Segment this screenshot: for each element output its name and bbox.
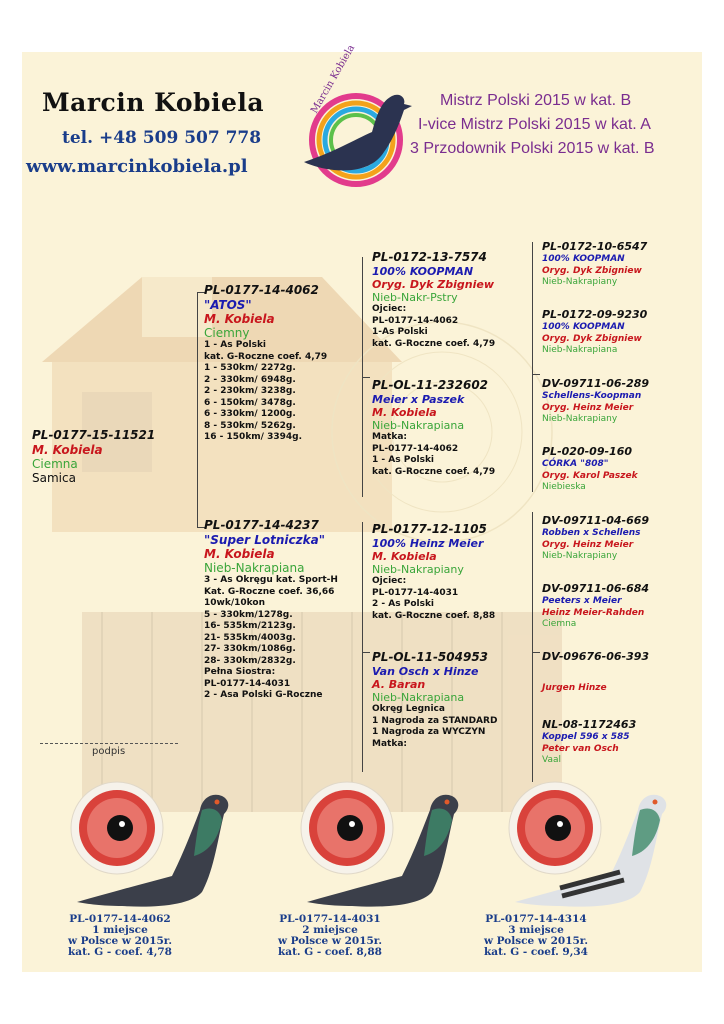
ff-color: Nieb-Nakr-Pstry: [372, 291, 458, 304]
father-note: 1 - As Polski: [204, 340, 267, 350]
fm-ring: PL-OL-11-232602: [372, 378, 489, 392]
mf-note: 2 - As Polski: [372, 599, 435, 609]
fm-breeder: M. Kobiela: [372, 406, 437, 419]
ggp-breeder: Oryg. Heinz Meier: [542, 539, 634, 550]
ff-breeder: Oryg. Dyk Zbigniew: [372, 278, 494, 291]
connector-line: [197, 292, 198, 527]
father-card: [204, 283, 327, 444]
granddam-paternal-card: [372, 378, 495, 478]
father-note: 6 - 150km/ 3478g.: [204, 397, 296, 408]
mother-color: Nieb-Nakrapiana: [204, 561, 305, 575]
ggp-breeder: Jurgen Hinze: [542, 683, 607, 693]
title-line-1: Mistrz Polski 2015 w kat. B: [440, 92, 632, 109]
ggp-color: Niebieska: [542, 482, 586, 492]
connector-line: [532, 652, 540, 653]
ggp-card-2: [542, 308, 647, 357]
ggp-breeder: Peter van Osch: [542, 743, 619, 754]
mother-note: 16- 535km/2123g.: [204, 621, 296, 631]
ggp-ring: DV-09711-04-669: [542, 514, 650, 527]
ggp-card-7: [542, 650, 649, 695]
ggp-card-8: [542, 718, 636, 767]
ggp-ring: DV-09711-06-684: [542, 582, 650, 595]
fm-note: Matka:: [372, 432, 407, 442]
ggp-card-5: [542, 514, 649, 563]
mother-note: 5 - 330km/1278g.: [204, 609, 293, 620]
ggp-ring: NL-08-1172463: [542, 718, 637, 731]
caption-ring: PL-0177-14-4062: [69, 913, 171, 925]
grandsire-paternal-card: [372, 250, 495, 350]
mother-note: 3 - As Okręgu kat. Sport-H: [204, 575, 338, 585]
caption-ring: PL-0177-14-4314: [485, 913, 587, 925]
ff-note: kat. G-Roczne coef. 4,79: [372, 338, 496, 349]
father-note: 6 - 330km/ 1200g.: [204, 409, 296, 419]
mother-note: 2 - Asa Polski G-Roczne: [204, 690, 323, 700]
pigeon-photo-3: [500, 780, 680, 910]
breeder-name: Marcin Kobiela: [42, 88, 265, 117]
bird-card: [32, 428, 155, 485]
title-line-3: 3 Przodownik Polski 2015 w kat. B: [410, 140, 655, 157]
pedigree-sheet: [22, 43, 702, 972]
ggp-card-4: [542, 445, 638, 494]
mm-breeder: A. Baran: [372, 678, 426, 691]
website-link[interactable]: www.marcinkobiela.pl: [26, 156, 248, 177]
bird-ring: PL-0177-15-11521: [32, 428, 156, 442]
ggp-ring: DV-09676-06-393: [542, 650, 650, 663]
ggp-breeder: Oryg. Dyk Zbigniew: [542, 265, 642, 276]
ggp-name: CÓRKA "808": [542, 459, 609, 469]
ggp-ring: PL-020-09-160: [542, 445, 632, 458]
caption-place: 2 miejsce: [302, 924, 358, 936]
mother-breeder: M. Kobiela: [204, 547, 275, 561]
fm-note: PL-0177-14-4062: [372, 443, 459, 454]
bird-color: Ciemna: [32, 457, 78, 471]
caption-category: kat. G - coef. 8,88: [278, 946, 382, 958]
fm-note: kat. G-Roczne coef. 4,79: [372, 466, 496, 477]
mf-ring: PL-0177-12-1105: [372, 522, 487, 536]
mf-name: 100% Heinz Meier: [372, 537, 484, 550]
caption-place: 1 miejsce: [92, 924, 148, 936]
photo-caption-3: [466, 914, 606, 958]
mother-ring: PL-0177-14-4237: [204, 518, 319, 532]
title-line-2: I-vice Mistrz Polski 2015 w kat. A: [418, 116, 651, 133]
ggp-color: Nieb-Nakrapiany: [542, 414, 618, 424]
mother-card: [204, 518, 338, 702]
bird-breeder: M. Kobiela: [32, 443, 103, 457]
grandsire-maternal-card: [372, 522, 495, 622]
ggp-name: Schellens-Koopman: [542, 391, 642, 401]
pigeon-photo-1: [62, 780, 242, 910]
connector-line: [362, 652, 370, 653]
ggp-ring: DV-09711-06-289: [542, 377, 650, 390]
caption-category: kat. G - coef. 9,34: [484, 946, 588, 958]
father-note: 2 - 230km/ 3238g.: [204, 386, 296, 396]
mother-note: Kat. G-Roczne coef. 36,66: [204, 586, 335, 597]
bird-sex: Samica: [32, 471, 76, 485]
fm-name: Meier x Paszek: [372, 393, 465, 406]
phone-number[interactable]: tel. +48 509 507 778: [62, 128, 262, 148]
ff-name: 100% KOOPMAN: [372, 265, 474, 278]
mf-breeder: M. Kobiela: [372, 550, 437, 563]
ggp-card-3: [542, 377, 649, 426]
pigeon-photo-2: [292, 780, 472, 910]
signature-label: podpis: [92, 746, 126, 757]
ggp-color: Nieb-Nakrapiana: [542, 345, 618, 355]
mf-color: Nieb-Nakrapiany: [372, 563, 464, 576]
mm-note: Okręg Legnica: [372, 704, 445, 714]
ggp-name: Peeters x Meier: [542, 596, 622, 606]
ff-ring: PL-0172-13-7574: [372, 250, 487, 264]
father-note: 1 - 530km/ 2272g.: [204, 363, 296, 373]
ggp-ring: PL-0172-09-9230: [542, 308, 648, 321]
ggp-color: Nieb-Nakrapiany: [542, 277, 618, 287]
ggp-color: Ciemna: [542, 619, 577, 629]
father-name: "ATOS": [204, 298, 252, 312]
caption-where: w Polsce w 2015r.: [67, 935, 173, 947]
caption-where: w Polsce w 2015r.: [483, 935, 589, 947]
father-note: 2 - 330km/ 6948g.: [204, 374, 296, 385]
mm-note: 1 Nagroda za STANDARD: [372, 715, 498, 726]
granddam-maternal-card: [372, 650, 497, 750]
mf-note: PL-0177-14-4031: [372, 587, 459, 598]
ff-note: PL-0177-14-4062: [372, 315, 459, 326]
connector-line: [362, 522, 363, 772]
ggp-breeder: Oryg. Heinz Meier: [542, 402, 634, 413]
mm-color: Nieb-Nakrapiana: [372, 691, 465, 704]
ggp-name: 100% KOOPMAN: [542, 322, 625, 332]
signature-line: [40, 743, 178, 744]
father-note: 16 - 150km/ 3394g.: [204, 432, 303, 442]
father-breeder: M. Kobiela: [204, 312, 275, 326]
logo-text: Marcin Kobiela: [309, 43, 358, 116]
mother-note: Pełna Siostra:: [204, 667, 276, 677]
father-note: kat. G-Roczne coef. 4,79: [204, 351, 328, 362]
father-color: Ciemny: [204, 326, 250, 340]
mm-note: Matka:: [372, 738, 407, 749]
ggp-name: 100% KOOPMAN: [542, 254, 625, 264]
fm-color: Nieb-Nakrapiana: [372, 419, 465, 432]
mother-name: "Super Lotniczka": [204, 533, 325, 547]
ggp-ring: PL-0172-10-6547: [542, 240, 648, 253]
ggp-card-6: [542, 582, 649, 631]
mm-name: Van Osch x Hinze: [372, 665, 479, 678]
mother-note: 28- 330km/2832g.: [204, 655, 296, 666]
mother-note: 10wk/10kon: [204, 598, 265, 608]
ggp-card-1: [542, 240, 647, 289]
ff-note: 1-As Polski: [372, 327, 428, 337]
ggp-color: Vaal: [542, 755, 561, 765]
connector-line: [532, 374, 540, 375]
photo-caption-1: [50, 914, 190, 958]
caption-category: kat. G - coef. 4,78: [68, 946, 172, 958]
mother-note: PL-0177-14-4031: [204, 678, 291, 689]
caption-place: 3 miejsce: [508, 924, 564, 936]
caption-where: w Polsce w 2015r.: [277, 935, 383, 947]
mother-note: 21- 535km/4003g.: [204, 632, 296, 643]
mm-ring: PL-OL-11-504953: [372, 650, 489, 664]
connector-line: [532, 242, 533, 492]
mf-note: kat. G-Roczne coef. 8,88: [372, 610, 496, 621]
ggp-color: Nieb-Nakrapiany: [542, 551, 618, 561]
photo-caption-2: [260, 914, 400, 958]
ff-note: Ojciec:: [372, 304, 407, 314]
ggp-breeder: Oryg. Dyk Zbigniew: [542, 333, 642, 344]
fm-note: 1 - As Polski: [372, 455, 435, 465]
pigeon-logo-icon: [294, 43, 424, 190]
mother-note: 27- 330km/1086g.: [204, 644, 296, 654]
connector-line: [532, 512, 533, 782]
connector-line: [362, 377, 370, 378]
ggp-name: Koppel 596 x 585: [542, 732, 630, 742]
ggp-breeder: Oryg. Karol Paszek: [542, 470, 638, 481]
father-note: 8 - 530km/ 5262g.: [204, 420, 296, 431]
caption-ring: PL-0177-14-4031: [279, 913, 381, 925]
mf-note: Ojciec:: [372, 576, 407, 586]
ggp-name: [542, 664, 649, 675]
father-ring: PL-0177-14-4062: [204, 283, 319, 297]
ggp-breeder: Heinz Meier-Rahden: [542, 607, 645, 618]
ggp-name: Robben x Schellens: [542, 528, 641, 538]
mm-note: 1 Nagroda za WYCZYN: [372, 727, 486, 737]
